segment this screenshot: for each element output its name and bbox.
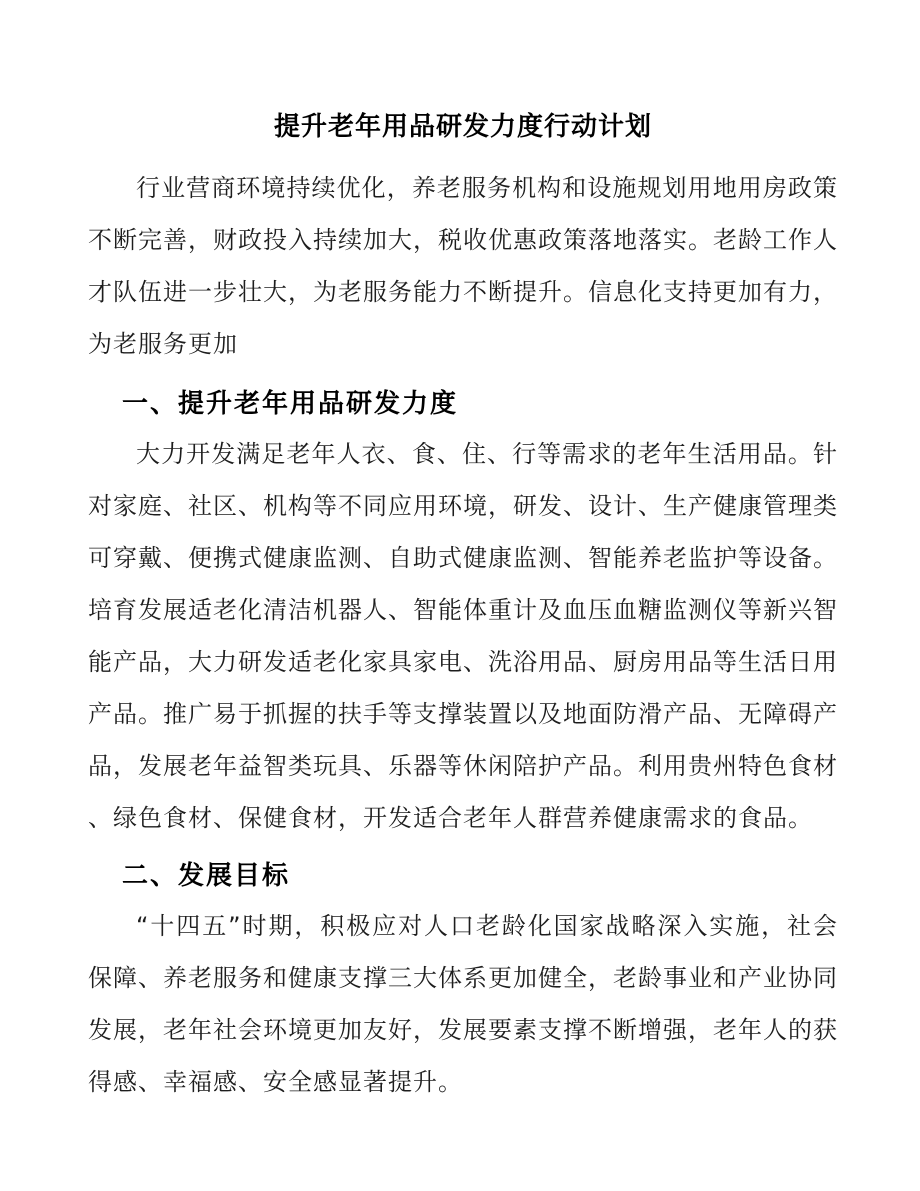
section-1-heading: 一、提升老年用品研发力度 (122, 389, 459, 419)
paragraph-line: “十四五”时期，积极应对人口老龄化国家战略深入实施，社会 (136, 912, 838, 940)
paragraph-line: 得感、幸福感、安全感显著提升。 (88, 1068, 463, 1096)
paragraph-intro (88, 162, 838, 370)
section-2-heading: 二、发展目标 (122, 861, 291, 891)
paragraph-line: 为老服务更加 (88, 330, 238, 358)
paragraph-section-2 (88, 900, 838, 1108)
document-title: 提升老年用品研发力度行动计划 (273, 112, 652, 142)
paragraph-section-1 (88, 428, 838, 844)
paragraph-line: 不断完善，财政投入持续加大，税收优惠政策落地落实。老龄工作人 (88, 226, 838, 254)
paragraph-line: 发展，老年社会环境更加友好，发展要素支撑不断增强，老年人的获 (88, 1016, 838, 1044)
paragraph-line: 可穿戴、便携式健康监测、自助式健康监测、智能养老监护等设备。 (88, 544, 838, 572)
paragraph-line: 对家庭、社区、机构等不同应用环境，研发、设计、生产健康管理类 (88, 492, 838, 520)
paragraph-line: 培育发展适老化清洁机器人、智能体重计及血压血糖监测仪等新兴智 (88, 596, 838, 624)
paragraph-line: 行业营商环境持续优化，养老服务机构和设施规划用地用房政策 (136, 174, 838, 202)
paragraph-line: 品，发展老年益智类玩具、乐器等休闲陪护产品。利用贵州特色食材 (88, 752, 838, 780)
paragraph-line: 能产品，大力研发适老化家具家电、洗浴用品、厨房用品等生活日用 (88, 648, 838, 676)
paragraph-line: 大力开发满足老年人衣、食、住、行等需求的老年生活用品。针 (136, 440, 838, 468)
paragraph-line: 才队伍进一步壮大，为老服务能力不断提升。信息化支持更加有力， (88, 278, 838, 306)
paragraph-line: 产品。推广易于抓握的扶手等支撑装置以及地面防滑产品、无障碍产 (88, 700, 838, 728)
paragraph-line: 、绿色食材、保健食材，开发适合老年人群营养健康需求的食品。 (88, 804, 813, 832)
document-content (88, 101, 838, 1108)
paragraph-line: 保障、养老服务和健康支撑三大体系更加健全，老龄事业和产业协同 (88, 964, 838, 992)
